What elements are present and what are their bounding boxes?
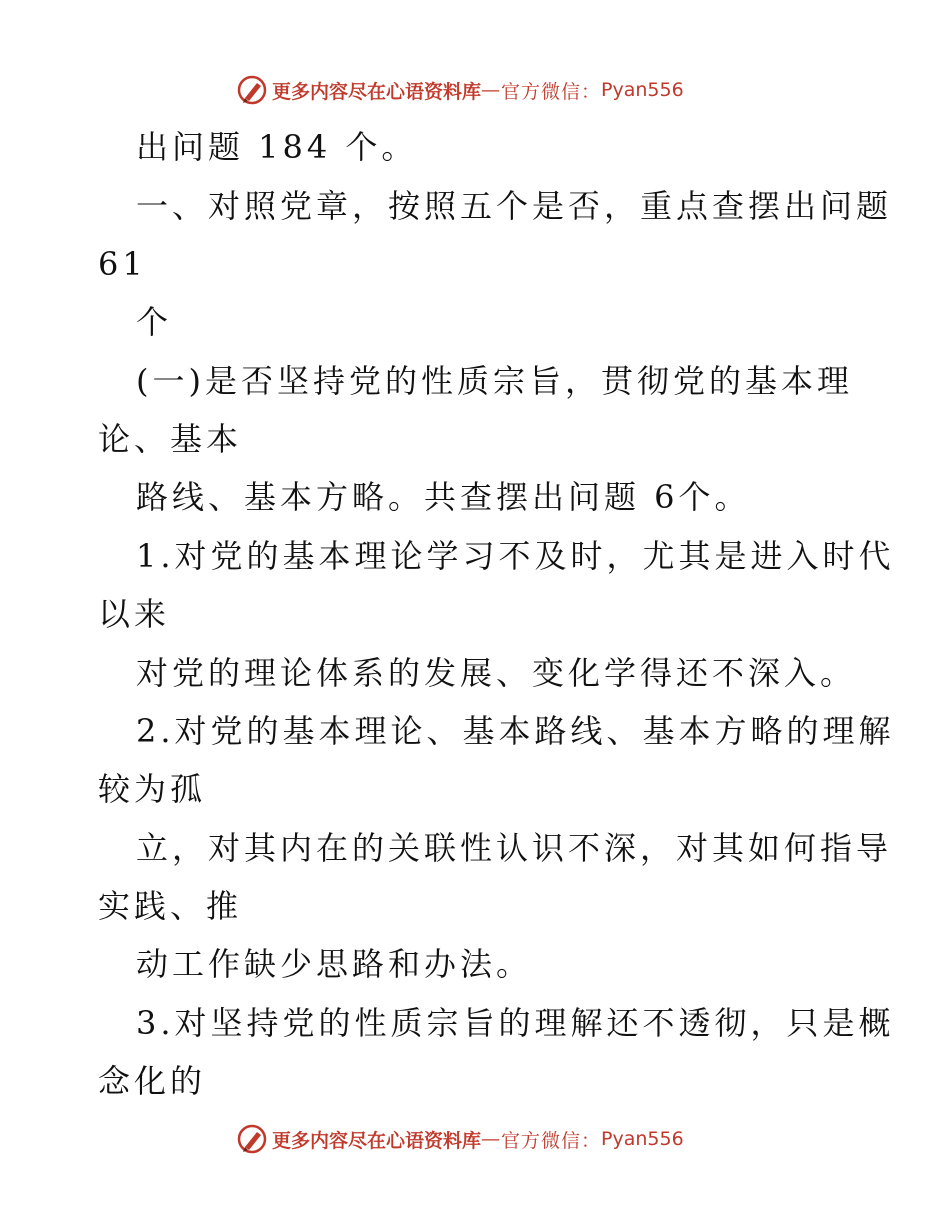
banner-separator: — <box>481 79 502 101</box>
pen-logo-icon <box>236 74 268 106</box>
body-line: 较为孤 <box>98 770 207 808</box>
banner-wechat-id: Pyan556 <box>601 79 684 101</box>
body-line: 路线、基本方略。共查摆出问题 6个。 <box>136 478 751 516</box>
body-line: 论、基本 <box>98 420 243 458</box>
body-line: 动工作缺少思路和办法。 <box>136 945 533 983</box>
banner-main-text: 更多内容尽在心语资料库 <box>272 1129 482 1152</box>
body-line: 念化的 <box>98 1062 207 1100</box>
pen-logo-icon <box>236 1123 268 1155</box>
banner-separator: — <box>481 1128 502 1150</box>
body-line: 出问题 184 个。 <box>136 128 418 166</box>
banner-wechat-label: 官方微信： <box>501 1129 602 1152</box>
body-line: 立，对其内在的关联性认识不深，对其如何指导 <box>136 829 893 867</box>
banner-wechat-label: 官方微信： <box>501 80 602 103</box>
body-line: 一、对照党章，按照五个是否，重点查摆出问题 <box>136 187 893 225</box>
body-line: 61 <box>98 245 147 283</box>
footer-banner <box>236 1121 684 1157</box>
body-line: 3.对坚持党的性质宗旨的理解还不透彻，只是概 <box>136 1004 895 1042</box>
body-line: 1.对党的基本理论学习不及时，尤其是进入时代 <box>136 537 895 575</box>
banner-wechat-id: Pyan556 <box>601 1128 684 1150</box>
body-line: 实践、推 <box>98 887 243 925</box>
body-line: 2.对党的基本理论、基本路线、基本方略的理解 <box>136 712 895 750</box>
body-line: 以来 <box>98 595 171 633</box>
header-banner <box>236 72 684 108</box>
body-line: 个 <box>136 303 173 341</box>
banner-main-text: 更多内容尽在心语资料库 <box>272 80 482 103</box>
body-line: (一)是否坚持党的性质宗旨，贯彻党的基本理 <box>136 362 853 400</box>
body-line: 对党的理论体系的发展、变化学得还不深入。 <box>136 654 857 692</box>
